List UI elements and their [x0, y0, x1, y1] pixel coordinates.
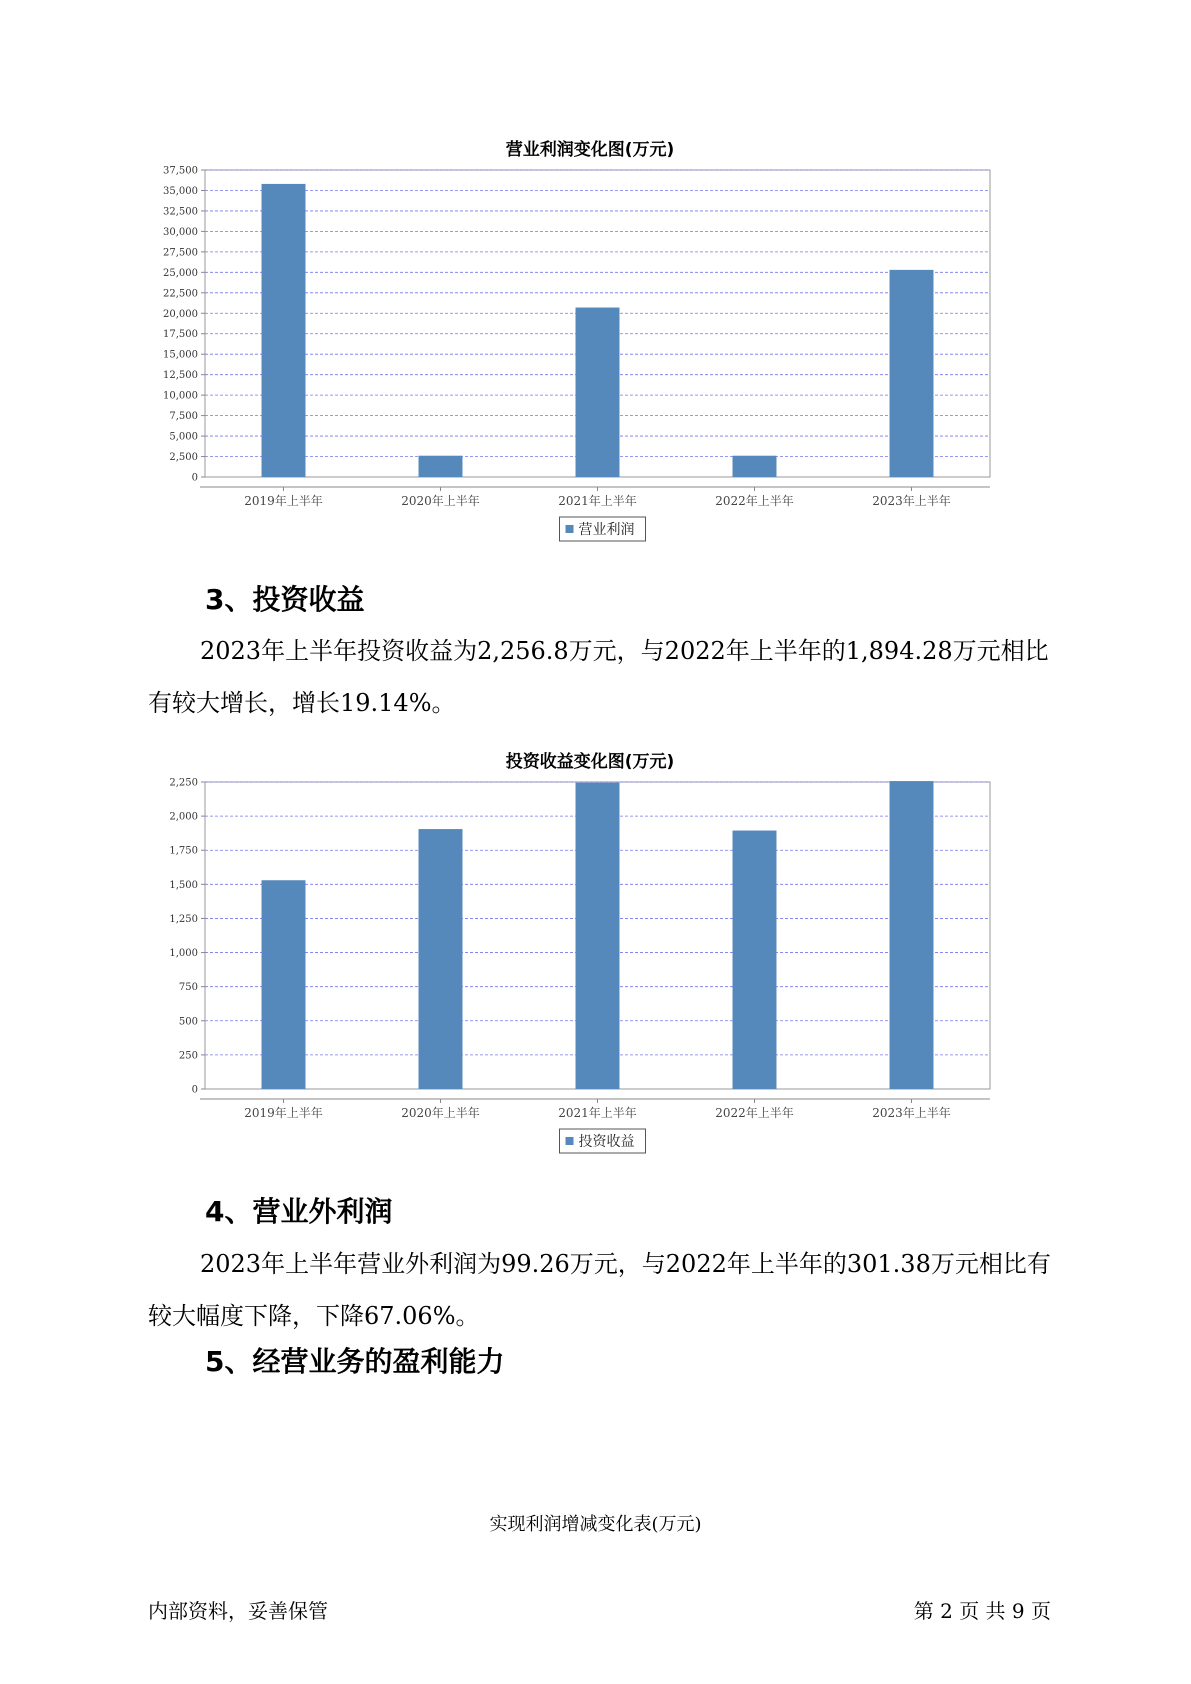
- legend: [560, 1129, 646, 1153]
- x-tick-label: 2023年上半年: [872, 494, 951, 508]
- investment-text: 2023年上半年投资收益为2,256.8万元，与2022年上半年的1,894.28万元相比有较大增长，增长19.14%。: [148, 637, 1049, 717]
- legend: [560, 517, 646, 541]
- y-tick-label: 30,000: [163, 226, 198, 238]
- chart-title: 投资收益变化图(万元): [505, 752, 675, 772]
- y-tick-label: 22,500: [163, 288, 198, 300]
- x-tick-label: 2019年上半年: [244, 1106, 323, 1120]
- investment-paragraph: [148, 625, 1058, 729]
- bar: [576, 783, 620, 1089]
- y-tick-label: 1,500: [169, 879, 198, 891]
- bar: [890, 781, 934, 1089]
- y-tick-label: 1,000: [169, 948, 198, 960]
- y-tick-label: 17,500: [163, 329, 198, 341]
- y-tick-label: 15,000: [163, 349, 198, 361]
- y-tick-label: 250: [178, 1050, 198, 1062]
- y-tick-label: 2,000: [169, 811, 198, 823]
- x-tick-label: 2021年上半年: [558, 494, 637, 508]
- bar: [262, 184, 306, 477]
- footer-left: 内部资料，妥善保管: [148, 1599, 328, 1623]
- legend-swatch: [566, 1137, 574, 1145]
- y-tick-label: 7,500: [169, 411, 198, 423]
- x-tick-label: 2020年上半年: [401, 494, 480, 508]
- legend-label: 营业利润: [578, 522, 635, 538]
- y-tick-label: 27,500: [163, 247, 198, 259]
- table-caption: 实现利润增减变化表(万元): [489, 1514, 702, 1535]
- legend-label: 投资收益: [578, 1134, 635, 1150]
- footer-page-number: 第 2 页 共 9 页: [913, 1599, 1051, 1623]
- y-tick-label: 12,500: [163, 370, 198, 382]
- bar: [576, 308, 620, 477]
- investment-income-bar-chart: [150, 742, 1030, 1172]
- y-tick-label: 20,000: [163, 308, 198, 320]
- chart-title: 营业利润变化图(万元): [505, 140, 675, 160]
- non-operating-paragraph: [148, 1238, 1058, 1342]
- y-tick-label: 2,500: [169, 452, 198, 464]
- y-tick-label: 0: [191, 1084, 198, 1096]
- bar: [733, 831, 777, 1089]
- bar: [890, 270, 934, 477]
- section-heading-profitability: 5、经营业务的盈利能力: [205, 1345, 505, 1378]
- legend-swatch: [566, 525, 574, 533]
- investment-income-chart: [150, 742, 1030, 1172]
- y-tick-label: 37,500: [163, 165, 198, 177]
- y-tick-label: 5,000: [169, 431, 198, 443]
- bar: [419, 829, 463, 1089]
- y-tick-label: 500: [178, 1016, 198, 1028]
- x-tick-label: 2022年上半年: [715, 494, 794, 508]
- bar: [262, 880, 306, 1089]
- section-heading-investment: 3、投资收益: [205, 583, 365, 616]
- y-tick-label: 32,500: [163, 206, 198, 218]
- x-tick-label: 2023年上半年: [872, 1106, 951, 1120]
- y-tick-label: 0: [191, 472, 198, 484]
- bar: [419, 456, 463, 477]
- y-tick-label: 750: [178, 982, 198, 994]
- x-tick-label: 2021年上半年: [558, 1106, 637, 1120]
- y-tick-label: 25,000: [163, 267, 198, 279]
- operating-profit-bar-chart: [150, 130, 1030, 560]
- x-tick-label: 2019年上半年: [244, 494, 323, 508]
- operating-profit-chart: [150, 130, 1030, 560]
- y-tick-label: 10,000: [163, 390, 198, 402]
- y-tick-label: 35,000: [163, 185, 198, 197]
- y-tick-label: 1,750: [169, 845, 198, 857]
- non-operating-text: 2023年上半年营业外利润为99.26万元，与2022年上半年的301.38万元相比有较大幅度下降，下降67.06%。: [148, 1250, 1051, 1330]
- y-tick-label: 2,250: [169, 777, 198, 789]
- y-tick-label: 1,250: [169, 913, 198, 925]
- x-tick-label: 2022年上半年: [715, 1106, 794, 1120]
- x-tick-label: 2020年上半年: [401, 1106, 480, 1120]
- bar: [733, 456, 777, 477]
- section-heading-non-operating: 4、营业外利润: [205, 1195, 393, 1228]
